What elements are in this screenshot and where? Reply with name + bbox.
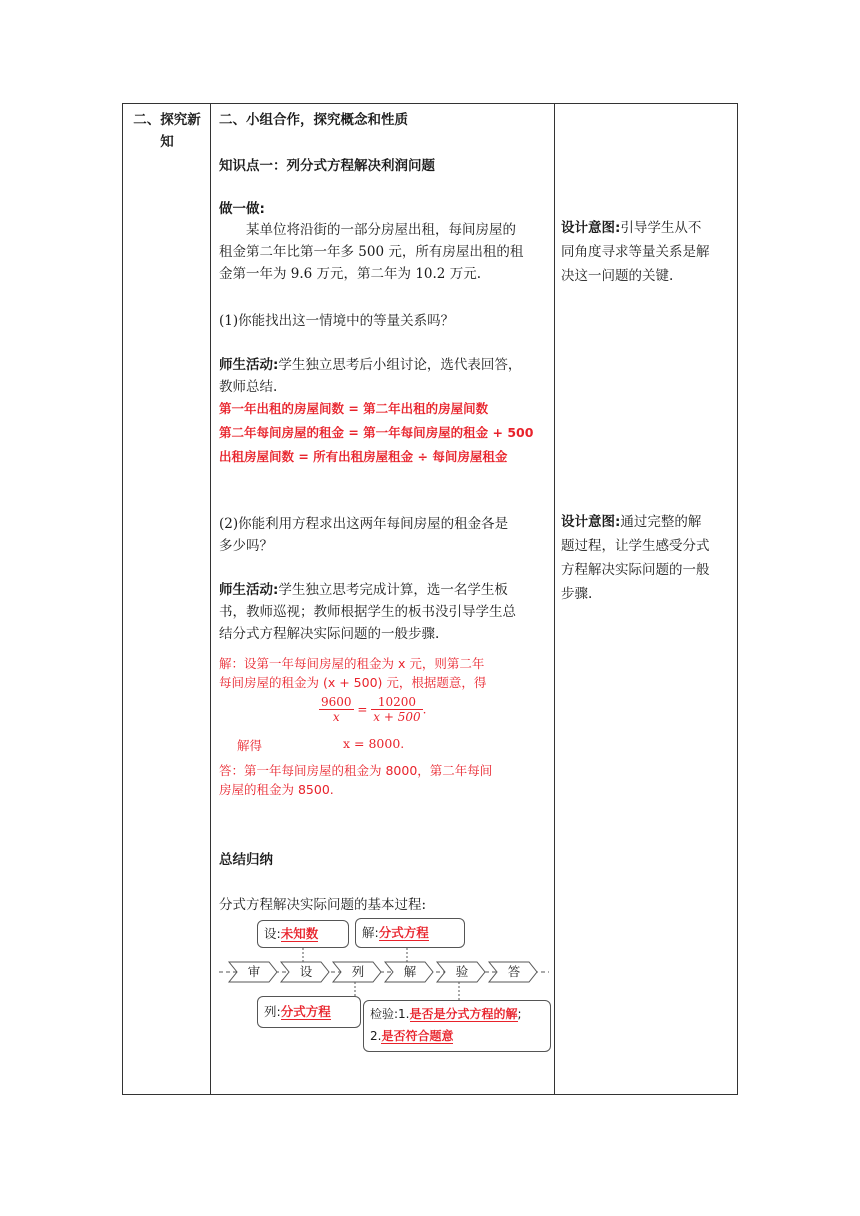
- solve-box: 解:分式方程: [355, 918, 465, 948]
- column-divider-2: [554, 104, 555, 1094]
- activity-2: [219, 579, 554, 601]
- step-6: 答: [507, 964, 521, 979]
- problem-line-2: 租金第二年比第一年多 500 元，所有房屋出租的租: [219, 244, 524, 260]
- set-box: 设:未知数: [257, 920, 349, 948]
- design-note-2-label: 设计意图:: [561, 514, 621, 530]
- equals-sign: =: [357, 702, 368, 717]
- step-5: 验: [455, 964, 469, 979]
- section-title: 二、小组合作，探究概念和性质: [219, 112, 408, 128]
- solve-label: 解得: [237, 738, 263, 753]
- step-2: 设: [299, 964, 313, 979]
- answer-line-1: 答：第一年每间房屋的租金为 8000，第二年每间: [219, 763, 493, 778]
- solve-value: x = 8000.: [343, 736, 405, 751]
- problem-line-1: 某单位将沿街的一部分房屋出租，每间房屋的: [246, 222, 516, 238]
- problem-line-3: 金第一年为 9.6 万元，第二年为 10.2 万元.: [219, 266, 481, 282]
- knowledge-point-title: 知识点一：列分式方程解决利润问题: [219, 158, 435, 174]
- summary-text: 分式方程解决实际问题的基本过程:: [219, 897, 427, 913]
- activity-1-line2: 教师总结.: [219, 379, 278, 395]
- solution-line-2: 每间房屋的租金为 (x + 500) 元，根据题意，得: [219, 675, 487, 690]
- equivalence-1: 第一年出租的房屋间数 = 第二年出租的房屋间数: [219, 401, 489, 416]
- question-1: (1)你能找出这一情境中的等量关系吗？: [219, 313, 455, 329]
- doit-heading: 做一做:: [219, 201, 265, 217]
- check-box: 检验:1.是否是分式方程的解; 2.是否符合题意: [363, 1000, 551, 1052]
- column-divider-1: [210, 104, 211, 1094]
- activity-1-label: 师生活动:: [219, 357, 279, 373]
- summary-title: 总结归纳: [219, 852, 273, 868]
- answer-line-2: 房屋的租金为 8500.: [219, 782, 334, 797]
- list-box: 列:分式方程: [257, 996, 361, 1028]
- process-diagram: [219, 916, 554, 1054]
- section-label: [129, 109, 205, 153]
- equation: $\frac{9600}{x}$ = $\frac{10200}{x + 500}$ .: [321, 695, 427, 724]
- activity-2-line2: 书，教师巡视；教师根据学生的板书没引导学生总: [219, 604, 516, 620]
- question-2-line1: (2)你能利用方程求出这两年每间房屋的租金各是: [219, 516, 509, 532]
- activity-2-line3: 结分式方程解决实际问题的一般步骤.: [219, 626, 440, 642]
- section-label-line2: 知: [160, 134, 174, 150]
- fraction-left: $\frac{9600}{x}$: [321, 695, 352, 724]
- solution-line-1: 解：设第一年每间房屋的租金为 x 元，则第二年: [219, 656, 485, 671]
- set-answer: 未知数: [280, 926, 319, 941]
- activity-2-text: 学生独立思考完成计算，选一名学生板: [278, 582, 508, 598]
- design-note-1-label: 设计意图:: [561, 220, 621, 236]
- check-answer-1: 是否是分式方程的解: [409, 1007, 518, 1021]
- activity-1-text: 学生独立思考后小组讨论，选代表回答，: [278, 357, 522, 373]
- fraction-right: $\frac{10200}{x + 500}$: [373, 695, 421, 724]
- design-note-1: 设计意图:引导学生从不 同角度寻求等量关系是解 决这一问题的关键.: [561, 220, 710, 284]
- check-answer-2: 是否符合题意: [381, 1029, 454, 1043]
- question-2-line2: 多少吗？: [219, 538, 273, 554]
- step-1: 审: [247, 964, 261, 979]
- step-3: 列: [351, 964, 365, 979]
- activity-2-label: 师生活动:: [219, 582, 279, 598]
- activity-1: [219, 354, 554, 376]
- equivalence-3: 出租房屋间数 = 所有出租房屋租金 ÷ 每间房屋租金: [219, 449, 508, 464]
- equivalence-2: 第二年每间房屋的租金 = 第一年每间房屋的租金 + 500: [219, 425, 534, 440]
- section-label-line1: 二、探究新: [133, 112, 201, 128]
- step-4: 解: [403, 964, 417, 979]
- solve-answer: 分式方程: [378, 925, 429, 940]
- design-note-2: 设计意图:通过完整的解 题过程，让学生感受分式 方程解决实际问题的一般 步骤.: [561, 514, 710, 602]
- lesson-table: [122, 103, 738, 1095]
- list-answer: 分式方程: [280, 1004, 331, 1019]
